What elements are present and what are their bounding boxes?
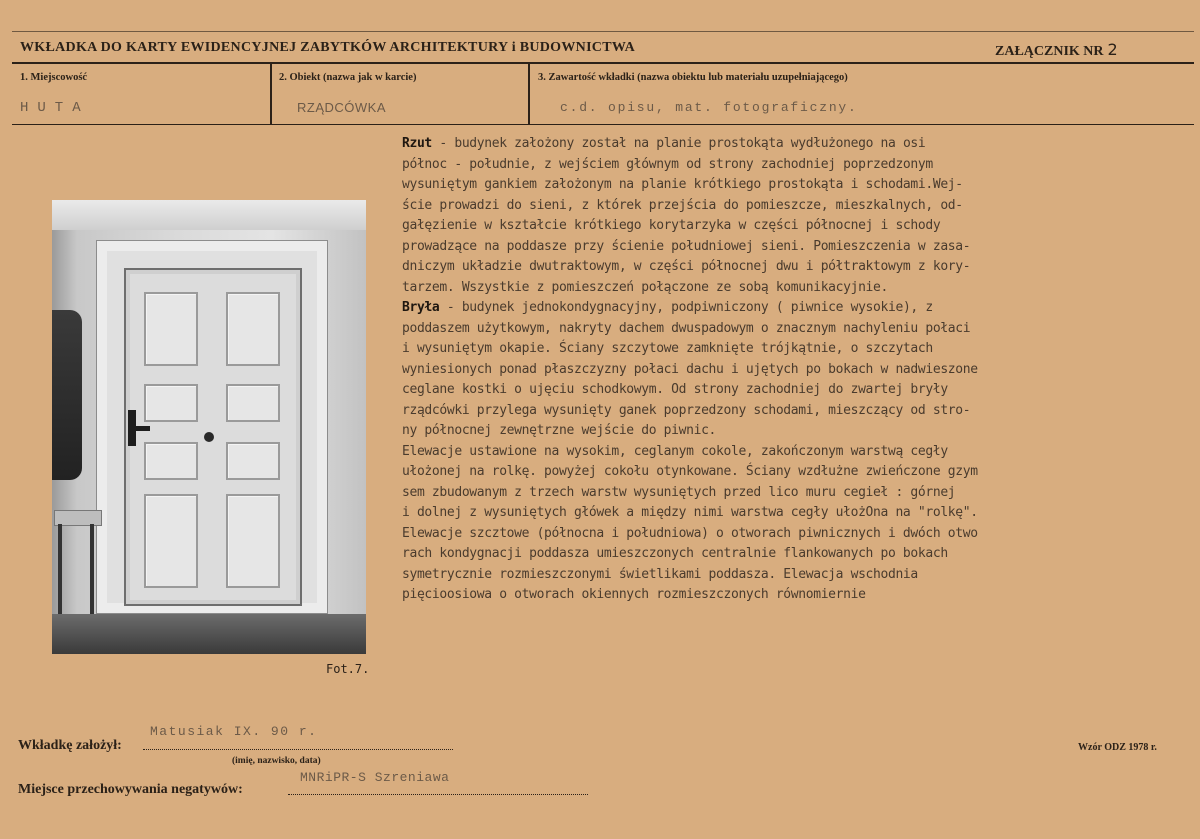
- annex-number: 2: [1107, 40, 1118, 59]
- description-line-text: ny północnej zewnętrzne wejście do piwnic.: [402, 423, 717, 438]
- description-line-text: sem zbudowanym z trzech warstw wysuniętych przed lico muru cegieł : górnej: [402, 484, 956, 500]
- description-line-text: ście prowadzi do sieni, z którek przejścia do pomieszcze, mieszkalnych, od-: [402, 197, 963, 213]
- description-line-text: - budynek założony został na planie prostokąta wydłużonego na osi: [431, 136, 926, 151]
- door-panel: [226, 292, 280, 366]
- description-line-text: tarzem. Wszystkie z pomieszczeń połączone ze sobą komunikacyjnie.: [402, 279, 888, 295]
- description-line: [402, 298, 1182, 319]
- door-panel: [144, 292, 198, 366]
- description-line: [402, 175, 1182, 196]
- annex-label: [995, 40, 1118, 60]
- description-line: [402, 524, 1182, 545]
- description-line-text: - budynek jednokondygnacyjny, podpiwniczony ( piwnice wysokie), z: [439, 300, 933, 315]
- description-line-text: wysuniętym gankiem założonym na planie krótkiego prostokąta i schodami.Wej-: [402, 177, 963, 192]
- description-line: [402, 503, 1182, 524]
- description-line-text: pięcioosiowa o otworach okiennych rozmieszczonych równomiernie: [402, 587, 866, 602]
- description-line: [402, 237, 1182, 258]
- description-line-text: Elewacje szcztowe (północna i południowa) o otworach piwnicznych i dwóch otwo: [402, 525, 978, 541]
- door-panel: [144, 494, 198, 588]
- door-handle-lever: [132, 426, 150, 431]
- description-line: [402, 257, 1182, 278]
- description-line: [402, 442, 1182, 463]
- photo-stool-leg: [90, 524, 94, 624]
- photo-stool-leg: [58, 524, 62, 624]
- description-line: [402, 462, 1182, 483]
- description-line-text: dniczym układzie dwutraktowym, w części północnej dwu i półtraktowym z kory-: [402, 259, 971, 274]
- description-line-text: ceglane kostki o ujęciu schodkowym. Od strony zachodniej do zwartej bryły: [402, 382, 948, 397]
- storage-value: MNRiPR-S Szreniawa: [300, 770, 450, 785]
- description-line-text: ułożonej na rolkę. powyżej cokołu otynkowane. Ściany wzdłużne zwieńczone gzym: [402, 464, 978, 479]
- photo-caption: Fot.7.: [326, 662, 370, 676]
- description-line-text: prowadzące na poddasze przy ścienie południowej sieni. Pomieszczenia w zasa-: [402, 238, 971, 254]
- header-fields: [12, 64, 1194, 125]
- door-panel: [226, 384, 280, 422]
- door-panel: [226, 494, 280, 588]
- field-locality-value: HUTA: [20, 100, 90, 116]
- description-line-text: symetrycznie rozmieszczonymi świetlikami poddasza. Elewacja wschodnia: [402, 566, 918, 582]
- door-panel: [226, 442, 280, 480]
- card-title: WKŁADKA DO KARTY EWIDENCYJNEJ ZABYTKÓW ARCHITEKTURY i BUDOWNICTWA: [20, 40, 636, 55]
- description-line-text: wyniesionych ponad płaszczyzny połaci dachu i ujętych po bokach w nadwieszone: [402, 361, 978, 377]
- storage-dotted-line: [288, 794, 588, 795]
- description-line: [402, 339, 1182, 360]
- description-line: [402, 585, 1182, 606]
- description-line: [402, 155, 1182, 176]
- description-line: [402, 278, 1182, 299]
- description-line-text: i dolnej z wysuniętych główek a między nimi warstwa cegły ułożOna na "rolkę".: [402, 505, 978, 520]
- created-by-label: Wkładkę założył:: [18, 738, 122, 753]
- description-line-text: północ - południe, z wejściem głównym od strony zachodniej poprzedzonym: [402, 156, 933, 172]
- description-line: [402, 483, 1182, 504]
- description-line: [402, 216, 1182, 237]
- description-line-text: rach kondygnacji poddasza umieszczonych centralnie flankowanych po bokach: [402, 546, 948, 561]
- description-line: [402, 319, 1182, 340]
- description-line-text: poddaszem użytkowym, nakryty dachem dwuspadowym o znacznym nachyleniu połaci: [402, 320, 971, 336]
- description-line: [402, 421, 1182, 442]
- description-line-text: Elewacje ustawione na wysokim, ceglanym cokole, zakończonym warstwą cegły: [402, 443, 948, 459]
- photo-floor: [52, 614, 366, 654]
- field-locality-label: 1. Miejscowość: [20, 72, 88, 83]
- description-section-heading: Bryła: [402, 300, 440, 315]
- annex-label-text: ZAŁĄCZNIK NR: [995, 44, 1104, 59]
- description-line: [402, 380, 1182, 401]
- field-locality: [12, 64, 272, 124]
- photo-hanging-coat: [52, 310, 82, 480]
- description-line-text: gałęzienie w kształcie krótkiego korytarzyka w części północnej i schody: [402, 218, 941, 233]
- description-line-text: i wysuniętym okapie. Ściany szczytowe zamknięte trójkątnie, o szczytach: [402, 341, 933, 356]
- door-photograph: [52, 200, 366, 654]
- field-content: [530, 64, 1194, 124]
- field-object: [271, 64, 530, 124]
- form-number: Wzór ODZ 1978 r.: [1078, 742, 1157, 753]
- description-line: [402, 134, 1182, 155]
- description-line: [402, 544, 1182, 565]
- door-panel: [144, 384, 198, 422]
- field-content-label: 3. Zawartość wkładki (nazwa obiektu lub materiału uzupełniającego): [538, 72, 848, 83]
- field-object-value: RZĄDCÓWKA: [297, 100, 386, 115]
- photo-wall: [52, 200, 366, 230]
- description-text: [402, 134, 1182, 606]
- description-section-heading: Rzut: [402, 136, 432, 151]
- description-line: [402, 565, 1182, 586]
- header-top-rule: [12, 31, 1194, 32]
- created-by-hint: (imię, nazwisko, data): [232, 756, 321, 766]
- storage-label: Miejsce przechowywania negatywów:: [18, 782, 243, 797]
- field-content-value: c.d. opisu, mat. fotograficzny.: [560, 100, 858, 115]
- door-keyhole: [204, 432, 214, 442]
- created-by-dotted-line: [143, 749, 453, 750]
- door-panel: [144, 442, 198, 480]
- description-line: [402, 360, 1182, 381]
- created-by-value: Matusiak IX. 90 r.: [150, 724, 318, 739]
- description-line: [402, 401, 1182, 422]
- description-line-text: rządcówki przylega wysunięty ganek poprzedzony schodami, mieszczący od stro-: [402, 402, 971, 418]
- description-line: [402, 196, 1182, 217]
- field-object-label: 2. Obiekt (nazwa jak w karcie): [279, 72, 417, 83]
